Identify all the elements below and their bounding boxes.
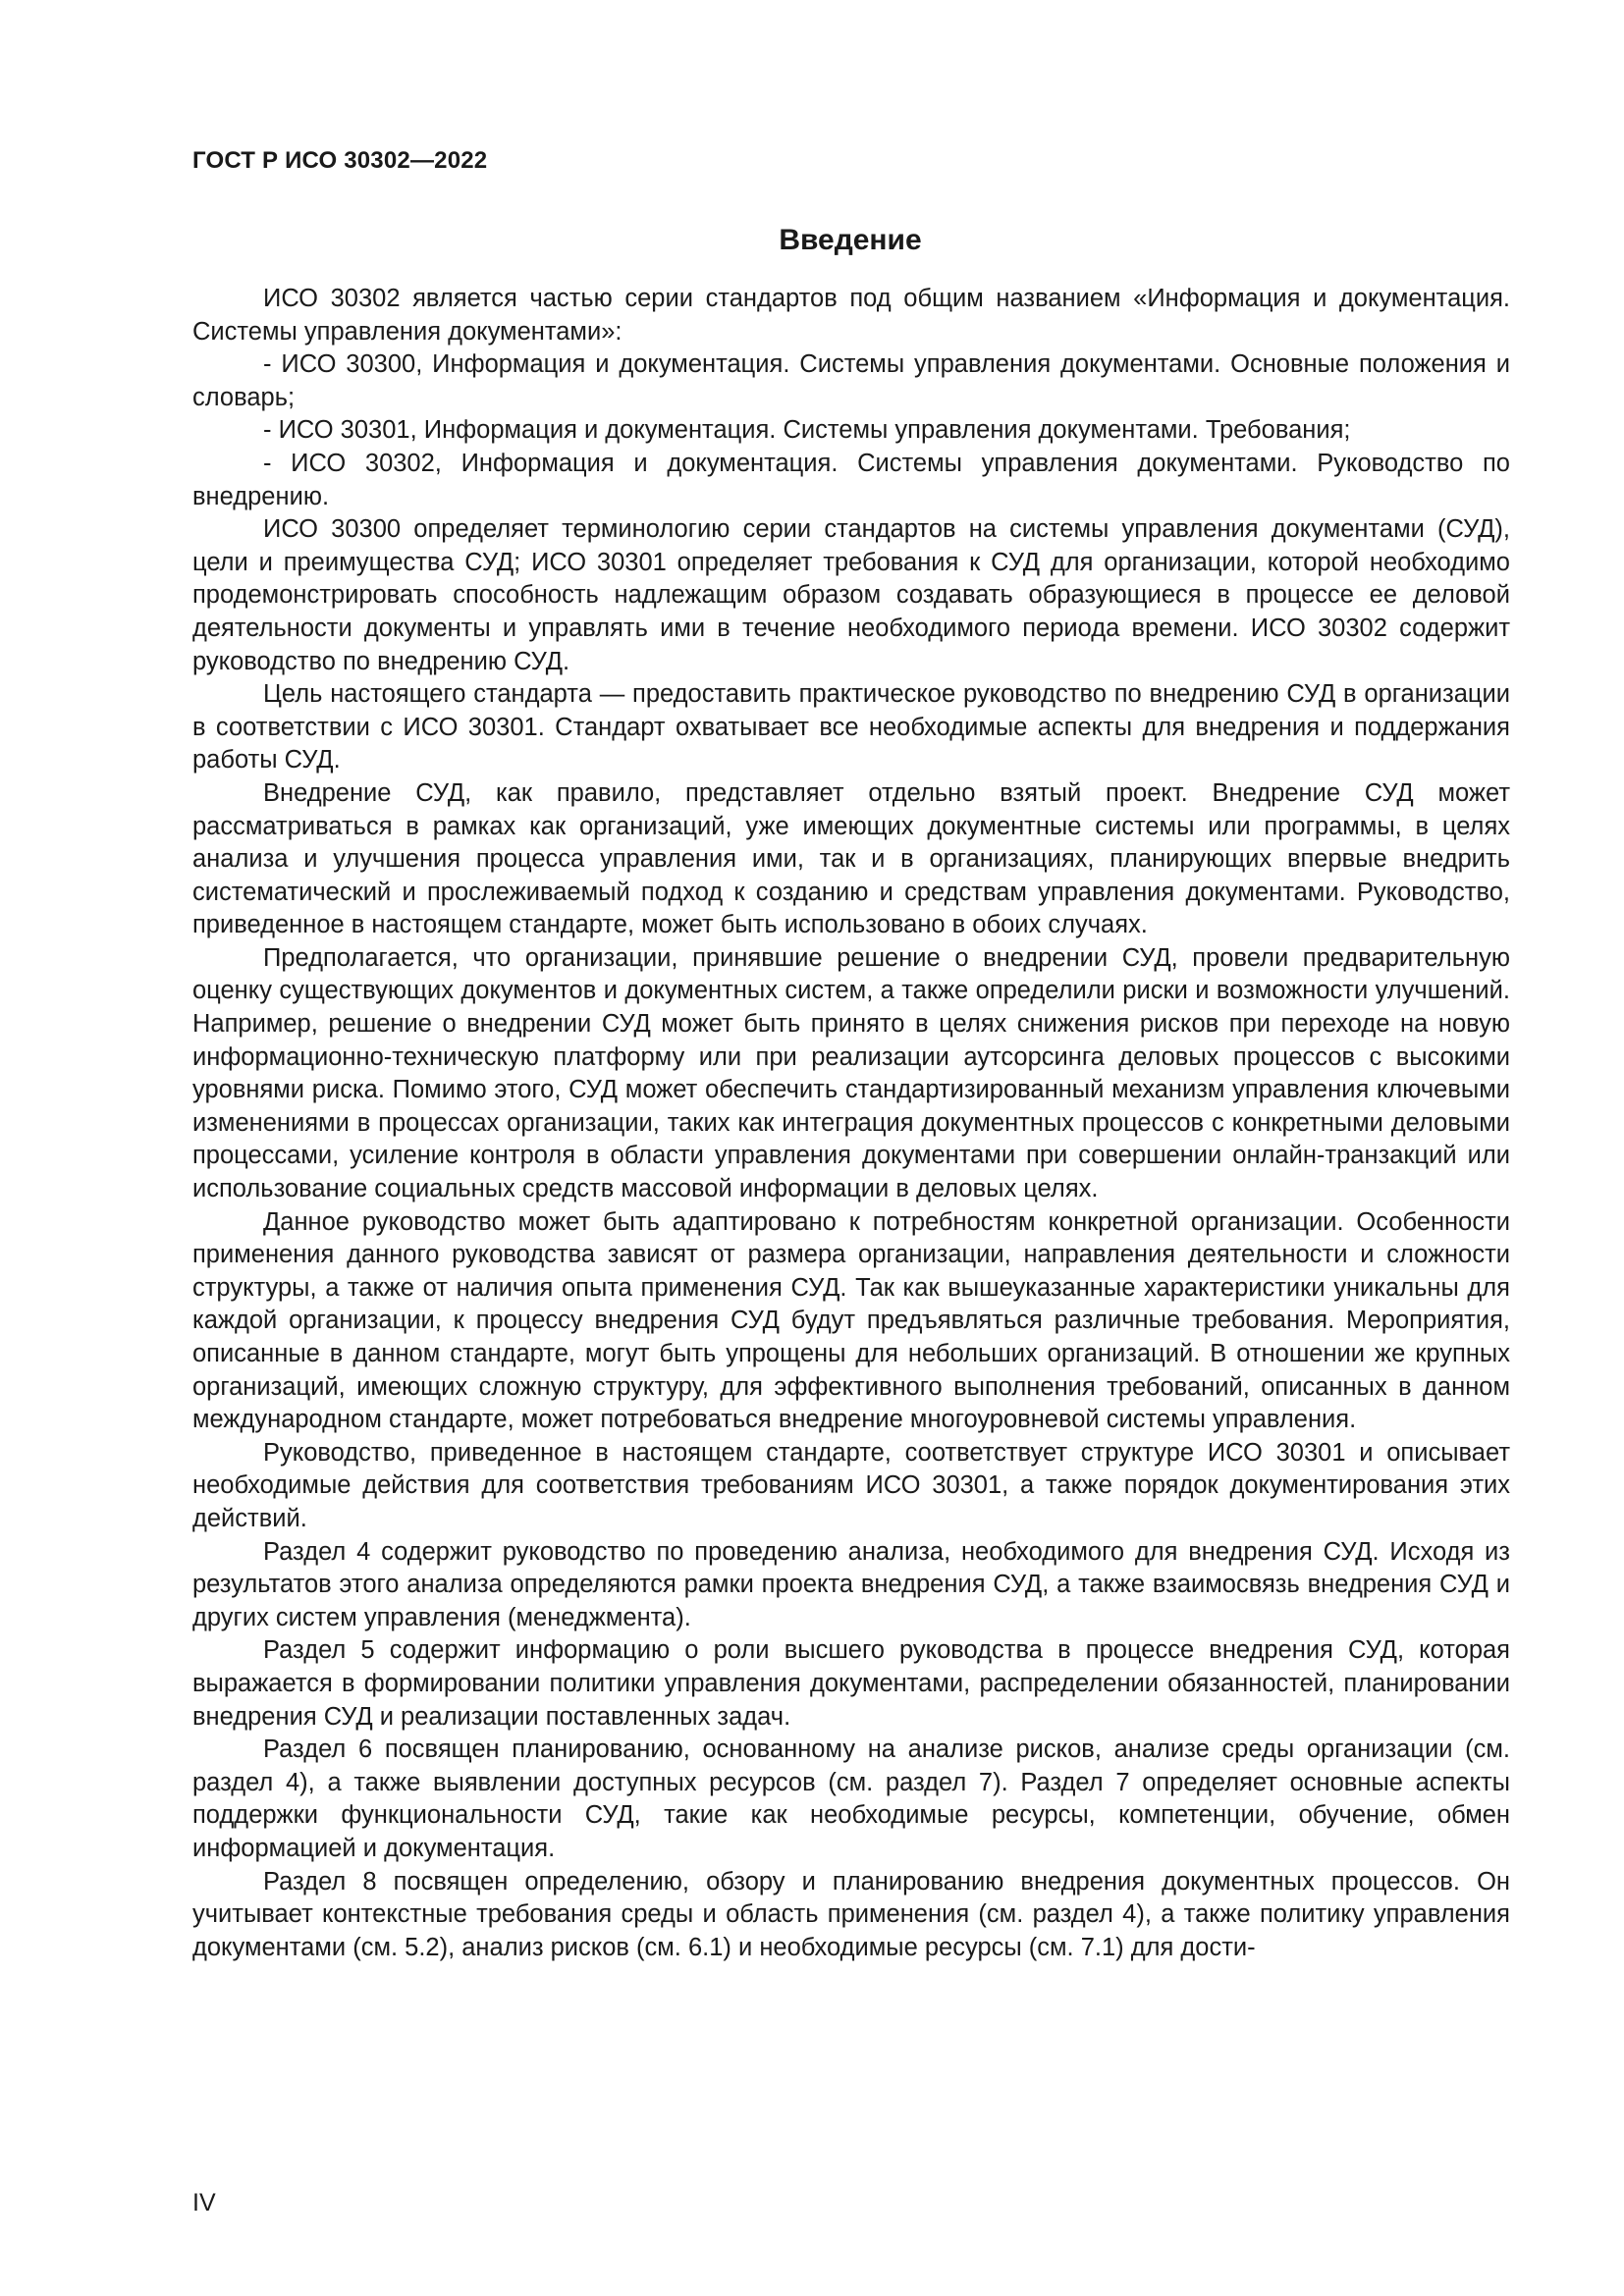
paragraph: Данное руководство может быть адаптировано к потребностям конкретной организации. Особенности применения данного руководства зависят от размера организации, направления деятельности и сложности структуры, а также от наличия опыта применения СУД. Так как вышеуказанные характеристики уникальны для каждой организации, к процессу внедрения СУД будут предъявляться различные требования. Мероприятия, описанные в данном стандарте, могут быть упрощены для небольших организаций. В отношении же крупных организаций, имеющих сложную структуру, для эффективного выполнения требований, описанных в данном международном стандарте, может потребоваться внедрение многоуровневой системы управления. <box>192 1207 1510 1434</box>
paragraph: ИСО 30300 определяет терминологию серии стандартов на системы управления документами (СУД), цели и преимущества СУД; ИСО 30301 определяет требования к СУД для организации, которой необходимо продемонстрировать способность надлежащим образом создавать образующиеся в процессе ее деловой деятельности документы и управлять ими в течение необходимого периода времени. ИСО 30302 содержит руководство по внедрению СУД. <box>192 515 1510 675</box>
paragraph: Цель настоящего стандарта — предоставить практическое руководство по внедрению СУД в организации в соответствии с ИСО 30301. Стандарт охватывает все необходимые аспекты для внедрения и поддержания работы СУД. <box>192 680 1510 774</box>
paragraph: Раздел 8 посвящен определению, обзору и планированию внедрения документных процессов. Он учитывает контекстные требования среды и область применения (см. раздел 4), а также политику управления документами (см. 5.2), анализ рисков (см. 6.1) и необходимые ресурсы (см. 7.1) для дости- <box>192 1867 1510 1961</box>
list-item: - ИСО 30301, Информация и документация. Системы управления документами. Требования; <box>263 416 1351 445</box>
page-number: IV <box>192 2189 216 2216</box>
paragraph: Раздел 4 содержит руководство по проведению анализа, необходимого для внедрения СУД. Исходя из результатов этого анализа определяются рамки проекта внедрения СУД, а также взаимосвязь внедрения СУД и других систем управления (менеджмента). <box>192 1537 1510 1631</box>
paragraph: Внедрение СУД, как правило, представляет отдельно взятый проект. Внедрение СУД может рассматриваться в рамках как организаций, уже имеющих документные системы или программы, в целях анализа и улучшения процесса управления ими, так и в организациях, планирующих впервые внедрить систематический и прослеживаемый подход к созданию и средствам управления документами. Руководство, приведенное в настоящем стандарте, может быть использовано в обоих случаях. <box>192 778 1510 939</box>
paragraph: Раздел 6 посвящен планированию, основанному на анализе рисков, анализе среды организации (см. раздел 4), а также выявлении доступных ресурсов (см. раздел 7). Раздел 7 определяет основные аспекты поддержки функциональности СУД, такие как необходимые ресурсы, компетенции, обучение, обмен информацией и документация. <box>192 1735 1510 1862</box>
paragraph: Руководство, приведенное в настоящем стандарте, соответствует структуре ИСО 30301 и описывает необходимые действия для соответствия требованиям ИСО 30301, а также порядок документирования этих действий. <box>192 1438 1510 1532</box>
section-title: Введение <box>779 224 922 256</box>
paragraph: Раздел 5 содержит информацию о роли высшего руководства в процессе внедрения СУД, которая выражается в формировании политики управления документами, распределении обязанностей, планировании внедрения СУД и реализации поставленных задач. <box>192 1636 1510 1731</box>
list-item: - ИСО 30302, Информация и документация. Системы управления документами. Руководство по внедрению. <box>192 449 1510 510</box>
document-header: ГОСТ Р ИСО 30302—2022 <box>192 147 488 174</box>
paragraph: Предполагается, что организации, принявшие решение о внедрении СУД, провели предварительную оценку существующих документов и документных систем, а также определили риски и возможности улучшений. Например, решение о внедрении СУД может быть принято в целях снижения рисков при переходе на новую информационно-техническую платформу или при реализации аутсорсинга деловых процессов с высокими уровнями риска. Помимо этого, СУД может обеспечить стандартизированный механизм управления ключевыми изменениями в процессах организации, таких как интеграция документных процессов с конкретными деловыми процессами, усиление контроля в области управления документами при совершении онлайн-транзакций или использование социальных средств массовой информации в деловых целях. <box>192 943 1510 1203</box>
body-text <box>192 283 1510 1964</box>
list-item: - ИСО 30300, Информация и документация. Системы управления документами. Основные положения и словарь; <box>192 350 1510 411</box>
paragraph: ИСО 30302 является частью серии стандартов под общим названием «Информация и документация. Системы управления документами»: <box>192 285 1510 346</box>
